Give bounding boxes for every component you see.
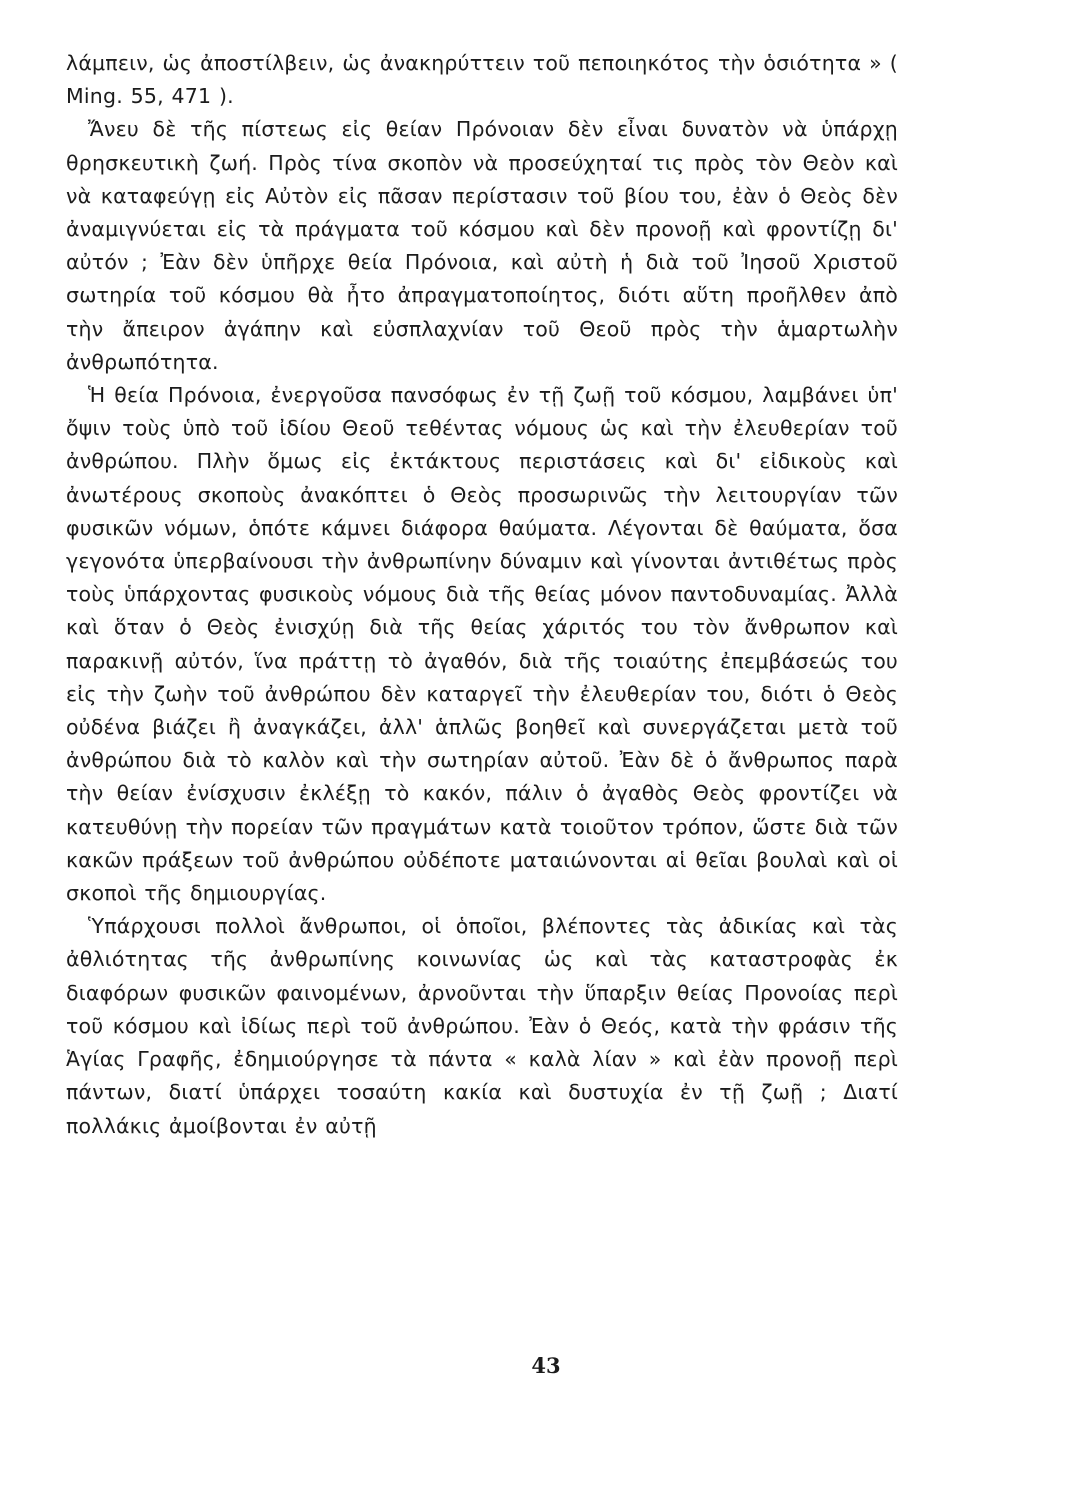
paragraph-1: λάμπειν, ὡς ἀποστίλβειν, ὡς ἀνακηρύττειν τοῦ πεποιηκότος τὴν ὁσιότητα » ( Ming. 55, 471 ). xyxy=(66,51,898,109)
paragraph-3: Ἡ θεία Πρόνοια, ἐνεργοῦσα πανσόφως ἐν τῇ ζωῇ τοῦ κόσμου, λαμβάνει ὑπ' ὄψιν τοὺς ὑπὸ τοῦ ἰδίου Θεοῦ τεθέντας νόμους ὡς καὶ τὴν ἐλευθερίαν τοῦ ἀνθρώπου. Πλὴν ὅμως εἰς ἐκτάκτους περιστάσεις καὶ δι' εἰδικοὺς καὶ ἀνωτέρους σκοποὺς ἀνακόπτει ὁ Θεὸς προσωρινῶς τὴν λειτουργίαν τῶν φυσικῶν νόμων, ὁπότε κάμνει διάφορα θαύματα. Λέγονται δὲ θαύματα, ὅσα γεγονότα ὑπερβαίνουσι τὴν ἀνθρωπίνην δύναμιν καὶ γίνονται ἀντιθέτως πρὸς τοὺς ὑπάρχοντας φυσικοὺς νόμους διὰ τῆς θείας μόνον παντοδυναμίας. Ἀλλὰ καὶ ὅταν ὁ Θεὸς ἐνισχύῃ διὰ τῆς θείας χάριτός του τὸν ἄνθρωπον καὶ παρακινῇ αὐτόν, ἵνα πράττῃ τὸ ἀγαθόν, διὰ τῆς τοιαύτης ἐπεμβάσεώς του εἰς τὴν ζωὴν τοῦ ἀνθρώπου δὲν καταργεῖ τὴν ἐλευθερίαν του, διότι ὁ Θεὸς οὐδένα βιάζει ἢ ἀναγκάζει, ἀλλ' ἁπλῶς βοηθεῖ καὶ συνεργάζεται μετὰ τοῦ ἀνθρώπου διὰ τὸ καλὸν καὶ τὴν σωτηρίαν αὐτοῦ. Ἐὰν δὲ ὁ ἄνθρωπος παρὰ τὴν θείαν ἐνίσχυσιν ἐκλέξῃ τὸ κακόν, πάλιν ὁ ἀγαθὸς Θεὸς φροντίζει νὰ κατευθύνῃ τὴν πορείαν τῶν πραγμάτων κατὰ τοιοῦτον τρόπον, ὥστε διὰ τῶν κακῶν πράξεων τοῦ ἀνθρώπου οὐδέποτε ματαιώνονται αἱ θεῖαι βουλαὶ καὶ οἱ σκοποὶ τῆς δημιουργίας. xyxy=(66,383,898,906)
paragraph-4: Ὑπάρχουσι πολλοὶ ἄνθρωποι, οἱ ὁποῖοι, βλέποντες τὰς ἀδικίας καὶ τὰς ἀθλιότητας τῆς ἀνθρωπίνης κοινωνίας ὡς καὶ τὰς καταστροφὰς ἐκ διαφόρων φυσικῶν φαινομένων, ἀρνοῦνται τὴν ὕπαρξιν θείας Προνοίας περὶ τοῦ κόσμου καὶ ἰδίως περὶ τοῦ ἀνθρώπου. Ἐὰν ὁ Θεός, κατὰ τὴν φράσιν τῆς Ἁγίας Γραφῆς, ἐδημιούργησε τὰ πάντα « καλὰ λίαν » καὶ ἐὰν προνοῇ περὶ πάντων, διατί ὑπάρχει τοσαύτη κακία καὶ δυστυχία ἐν τῇ ζωῇ ; Διατί πολλάκις ἀμοίβονται ἐν αὐτῇ xyxy=(66,914,898,1138)
paragraph-2: Ἄνευ δὲ τῆς πίστεως εἰς θείαν Πρόνοιαν δὲν εἶναι δυνατὸν νὰ ὑπάρχῃ θρησκευτικὴ ζωή. Πρὸς τίνα σκοπὸν νὰ προσεύχηταί τις πρὸς τὸν Θεὸν καὶ νὰ καταφεύγῃ εἰς Αὐτὸν εἰς πᾶσαν περίστασιν τοῦ βίου του, ἐὰν ὁ Θεὸς δὲν ἀναμιγνύεται εἰς τὰ πράγματα τοῦ κόσμου καὶ δὲν προνοῇ καὶ φροντίζῃ δι' αὐτόν ; Ἐὰν δὲν ὑπῆρχε θεία Πρόνοια, καὶ αὐτὴ ἡ διὰ τοῦ Ἰησοῦ Χριστοῦ σωτηρία τοῦ κόσμου θὰ ἦτο ἀπραγματοποίητος, διότι αὕτη προῆλθεν ἀπὸ τὴν ἄπειρον ἀγάπην καὶ εὐσπλαχνίαν τοῦ Θεοῦ πρὸς τὴν ἁμαρτωλὴν ἀνθρωπότητα. xyxy=(66,117,898,374)
page-number: 43 xyxy=(531,1353,561,1378)
body-text xyxy=(66,47,898,1143)
